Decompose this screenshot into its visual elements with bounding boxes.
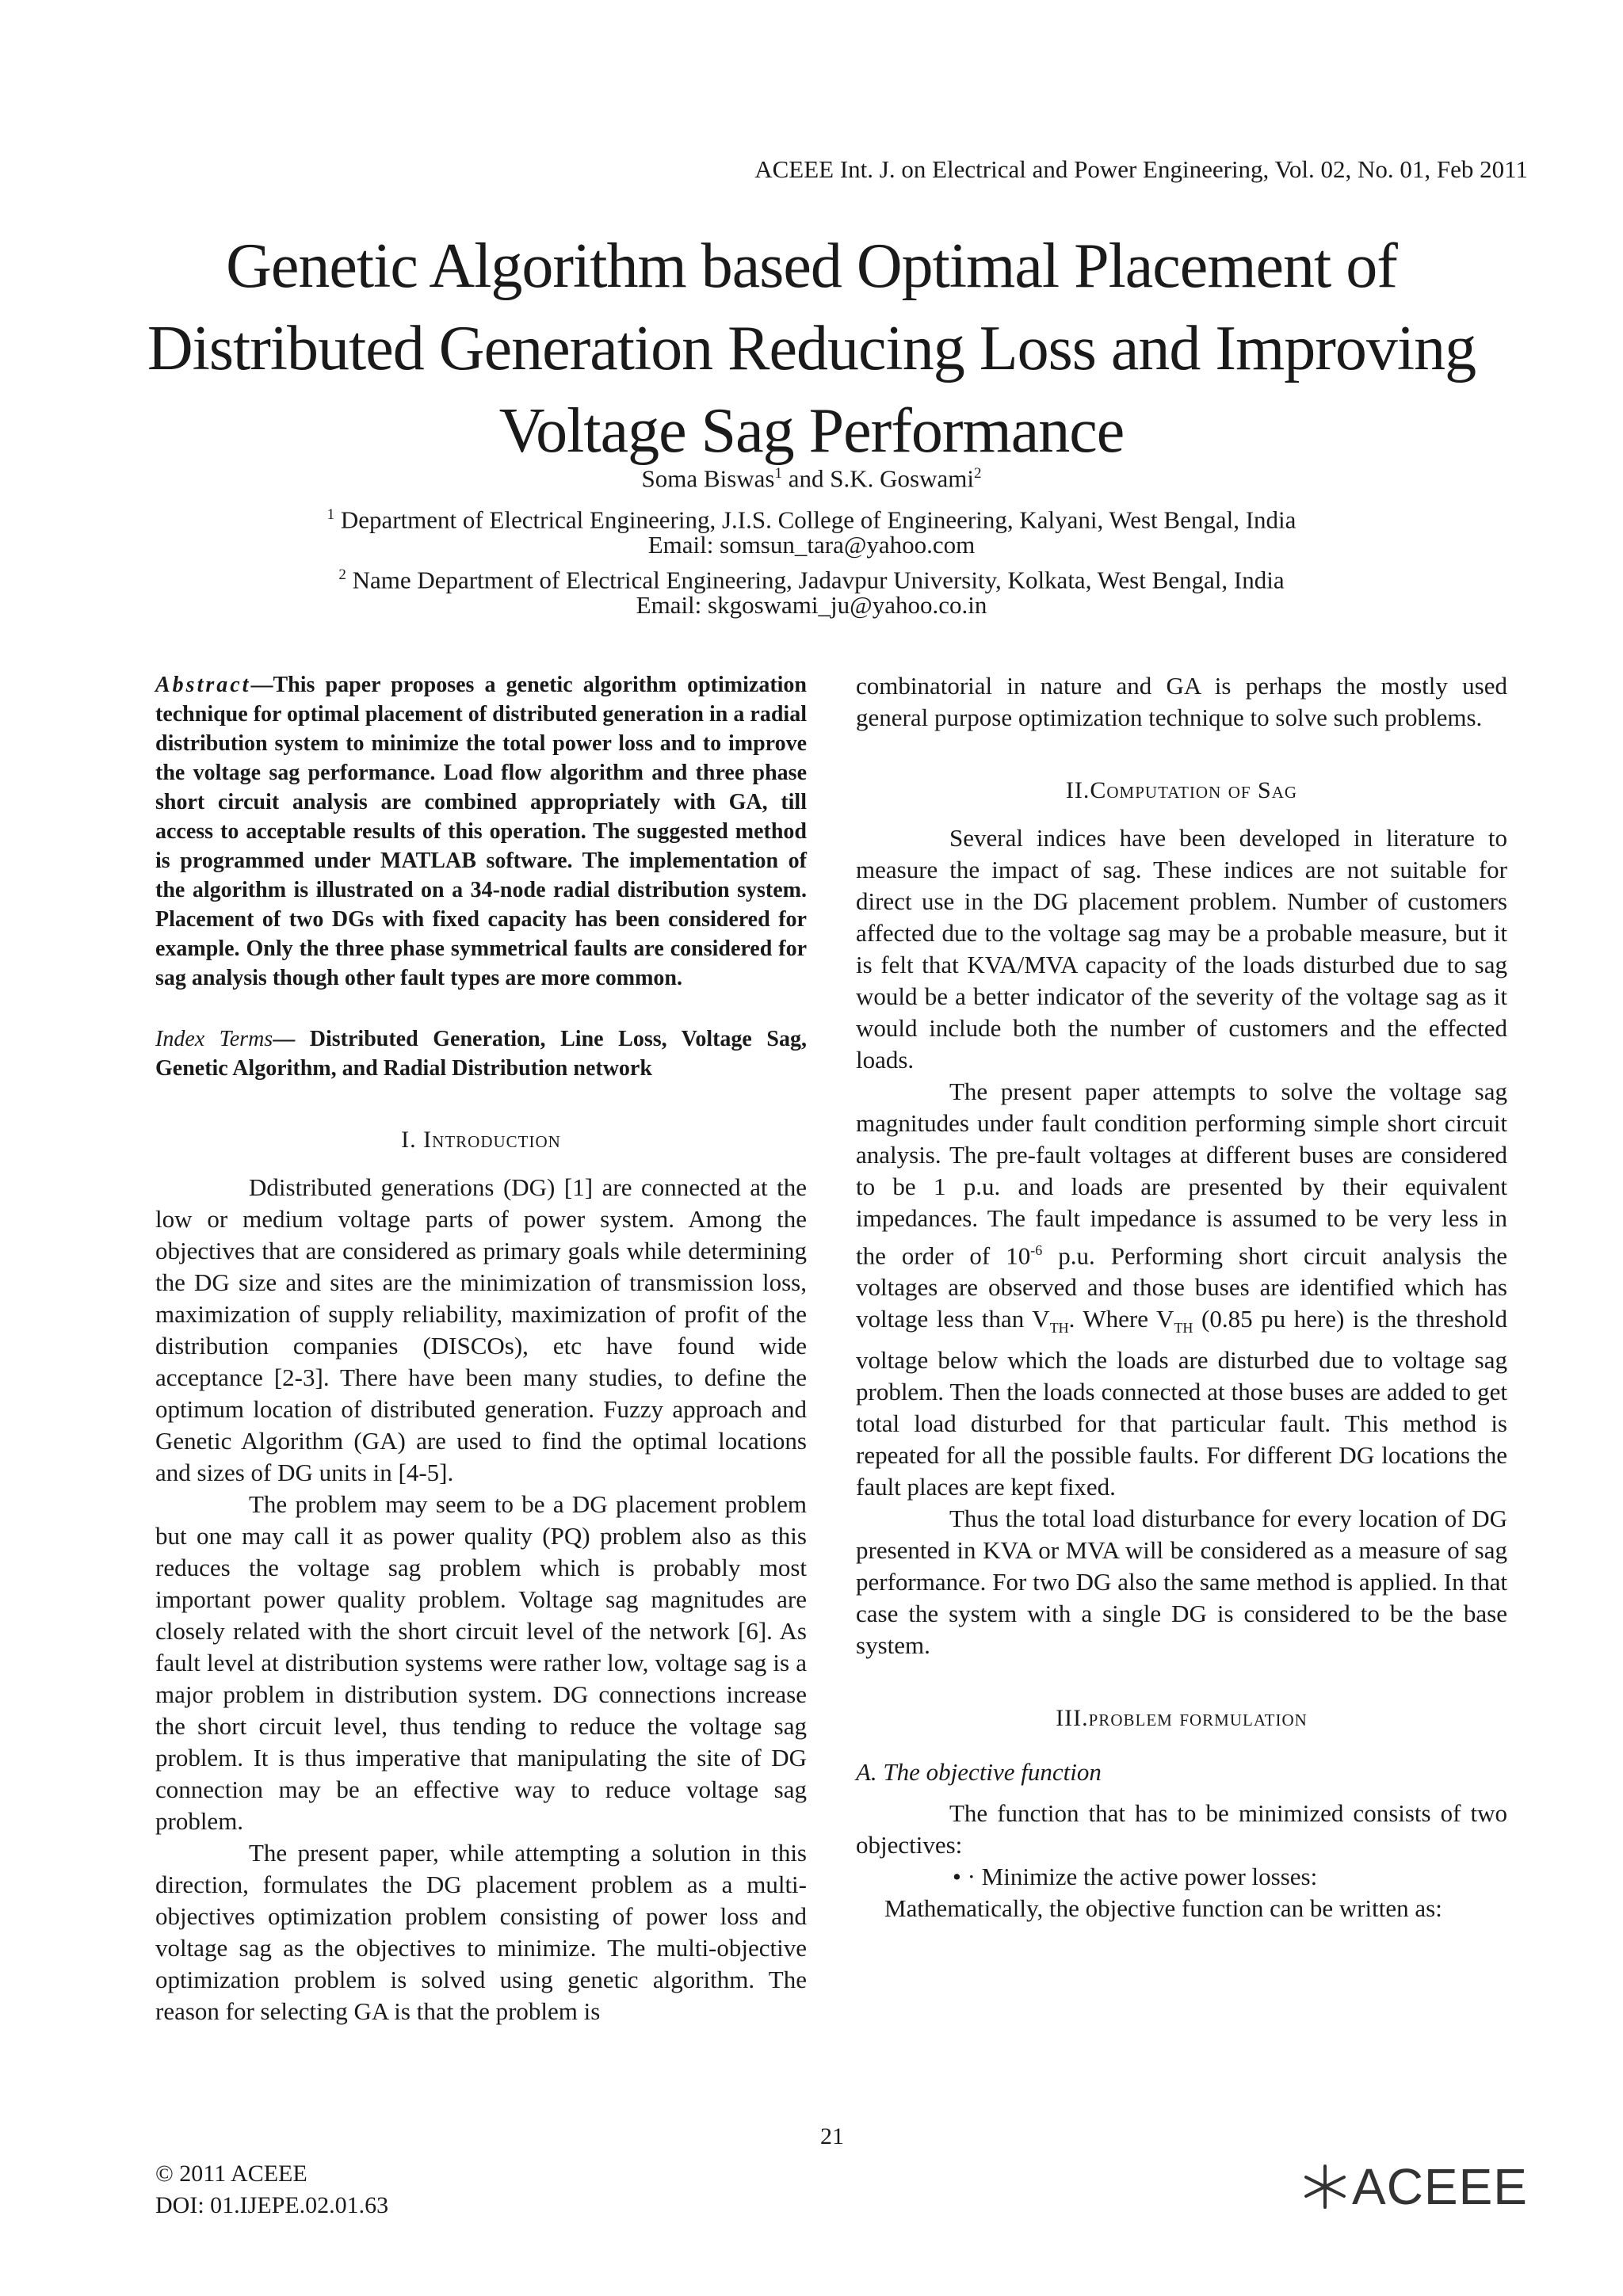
journal-header: ACEEE Int. J. on Electrical and Power Engineering, Vol. 02, No. 01, Feb 2011 <box>754 155 1528 183</box>
abstract-label: Abstract <box>155 673 251 697</box>
author-and: and <box>781 464 831 493</box>
title-line-2: Distributed Generation Reducing Loss and Improving <box>147 314 1476 383</box>
affiliation-2 <box>95 561 1528 594</box>
abstract-text: This paper proposes a genetic algorithm optimization technique for optimal placement of distributed generation in a radial distribution system to minimize the total power loss and to improve the voltage sag performance. Load flow algorithm and three phase short circuit analysis are combined appropriately with GA, till access to acceptable results of this operation. The suggested method is programmed under MATLAB software. The implementation of the algorithm is illustrated on a 34-node radial distribution system. Placement of two DGs with fixed capacity has been considered for example. Only the three phase symmetrical faults are considered for sag analysis though other fault types are more common. <box>155 673 807 990</box>
title-line-1: Genetic Algorithm based Optimal Placement of <box>226 231 1397 301</box>
aceee-star-icon <box>1300 2161 1350 2212</box>
email-1: Email: somsun_tara@yahoo.com <box>647 531 976 559</box>
author-1: Soma Biswas <box>641 464 775 493</box>
sag-paragraph-2-c: . Where V <box>1068 1305 1174 1333</box>
email-2: Email: skgoswami_ju@yahoo.co.in <box>636 591 987 619</box>
page-number: 21 <box>820 2123 844 2149</box>
intro-paragraph-1: Ddistributed generations (DG) [1] are connected at the low or medium voltage parts of power system. Among the objectives that are considered as primary goals while determining the DG size and sites are the minimization of transmission loss, maximization of supply reliability, maximization of profit of the distribution companies (DISCOs), etc have found wide acceptance [2-3]. There have been many studies, to define the optimum location of distributed generation. Fuzzy approach and Genetic Algorithm (GA) are used to find the optimal locations and sizes of DG units in [4-5]. <box>155 1173 807 1486</box>
sag-paragraph-1: Several indices have been developed in literature to measure the impact of sag. These indices are not suitable for direct use in the DG placement problem. Number of customers affected due to the voltage sag may be a probable measure, but it is felt that KVA/MVA capacity of the loads disturbed due to sag would be a better indicator of the severity of the voltage sag as it would include both the number of customers and the effected loads. <box>856 824 1507 1074</box>
sag-paragraph-3: Thus the total load disturbance for every location of DG presented in KVA or MVA will be considered as a measure of sag performance. For two DG also the same method is applied. In that case the system with a single DG is considered to be the base system. <box>856 1504 1507 1659</box>
right-column <box>856 670 1507 1924</box>
formula-intro: Mathematically, the objective function can be written as: <box>884 1894 1442 1922</box>
aceee-logo <box>1300 2157 1537 2217</box>
copyright: © 2011 ACEEE <box>155 2161 307 2187</box>
objective-paragraph: The function that has to be minimized consists of two objectives: <box>856 1798 1507 1859</box>
bullet-item: • · Minimize the active power losses: <box>953 1862 1318 1890</box>
abstract <box>155 670 807 993</box>
affiliation-1 <box>95 501 1528 534</box>
section-3-heading: III.problem formulation <box>1056 1704 1308 1731</box>
sag-paragraph-2-d: (0.85 pu here) is the threshold voltage below which the loads are disturbed due to voltage sag problem. Then the loads connected at those buses are added to get total load disturbed for that particular fault. This method is repeated for all the possible faults. For different DG locations the fault places are kept fixed. <box>856 1305 1507 1501</box>
abstract-dash: — <box>250 673 273 697</box>
left-column <box>155 670 807 2027</box>
paper-title <box>95 225 1528 472</box>
author-1-sup: 1 <box>774 465 782 482</box>
affiliation-1-sup: 1 <box>327 506 335 523</box>
section-1-heading: I. Introduction <box>401 1127 561 1153</box>
sag-paragraph-2-b: p.u. Performing short circuit analysis the voltages are observed and those buses are identified which has voltage less than V <box>856 1241 1507 1333</box>
intro-paragraph-3: The present paper, while attempting a solution in this direction, formulates the DG placement problem as a multi-objectives optimization problem consisting of power loss and voltage sag as the objectives to minimize. The multi-objective optimization problem is solved using genetic algorithm. The reason for selecting GA is that the problem is <box>155 1839 807 2025</box>
sag-paragraph-2-a: The present paper attempts to solve the voltage sag magnitudes under fault condition performing simple short circuit analysis. The pre-fault voltages at different buses are considered to be 1 p.u. and loads are presented by their equivalent impedances. The fault impedance is assumed to be very less in the order of 10 <box>856 1077 1507 1270</box>
index-terms-label: Index Terms <box>155 1027 273 1051</box>
affiliation-2-text: Name Department of Electrical Engineering, Jadavpur University, Kolkata, West Bengal, India <box>346 566 1285 594</box>
author-2: S.K. Goswami <box>830 464 974 493</box>
affiliation-2-sup: 2 <box>338 566 346 583</box>
subsection-a-heading: A. The objective function <box>856 1757 1102 1786</box>
aceee-logo-text: ACEEE <box>1352 2158 1528 2215</box>
subscript-th-2: TH <box>1174 1320 1193 1337</box>
section-2-heading: II.Computation of Sag <box>1065 777 1298 803</box>
sag-paragraph-2 <box>856 1076 1507 1503</box>
title-line-3: Voltage Sag Performance <box>498 396 1125 466</box>
footer-info <box>155 2158 388 2222</box>
index-terms <box>155 1024 807 1083</box>
doi: DOI: 01.IJEPE.02.01.63 <box>155 2192 389 2218</box>
affiliation-1-text: Department of Electrical Engineering, J.I.S. College of Engineering, Kalyani, West Bengal, India <box>334 505 1296 534</box>
author-2-sup: 2 <box>973 465 982 482</box>
author-list <box>95 460 1528 493</box>
intro-paragraph-2: The problem may seem to be a DG placement problem but one may call it as power quality (PQ) problem also as this reduces the voltage sag problem which is probably most important power quality problem. Voltage sag magnitudes are closely related with the short circuit level of the network [6]. As fault level at distribution systems were rather low, voltage sag is a major problem in distribution system. DG connections increase the short circuit level, thus tending to reduce the voltage sag problem. It is thus imperative that manipulating the site of DG connection may be an effective way to reduce voltage sag problem. <box>155 1490 807 1835</box>
exponent: -6 <box>1030 1242 1043 1258</box>
index-terms-text: — Distributed Generation, Line Loss, Voltage Sag, Genetic Algorithm, and Radial Distribution network <box>155 1027 807 1081</box>
subscript-th-1: TH <box>1049 1320 1069 1337</box>
continued-paragraph: combinatorial in nature and GA is perhaps the mostly used general purpose optimization technique to solve such problems. <box>856 672 1507 731</box>
